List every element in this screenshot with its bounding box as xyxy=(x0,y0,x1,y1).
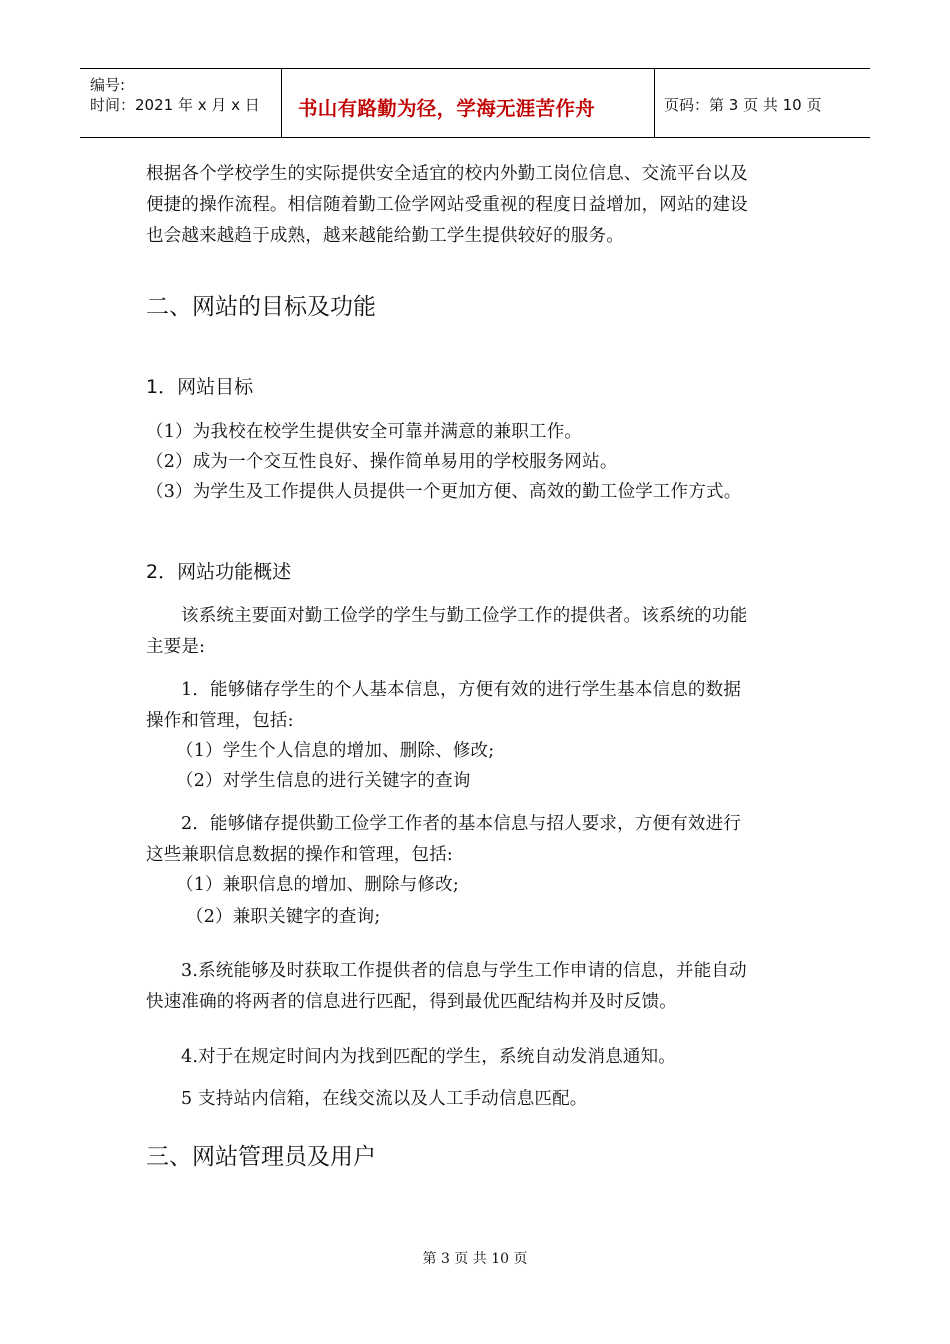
page-header xyxy=(80,68,870,138)
section-heading: 三、网站管理员及用户 xyxy=(146,1144,376,1170)
header-divider xyxy=(654,69,655,137)
list-item: （2）成为一个交互性良好、操作简单易用的学校服务网站。 xyxy=(146,452,618,472)
paragraph-line: 3.系统能够及时获取工作提供者的信息与学生工作申请的信息，并能自动 xyxy=(181,961,747,981)
subsection-heading: 1．网站目标 xyxy=(146,376,254,398)
paragraph-line: 根据各个学校学生的实际提供安全适宜的校内外勤工岗位信息、交流平台以及 xyxy=(146,164,748,184)
number-label: 编号: xyxy=(90,76,126,94)
list-item: （1）学生个人信息的增加、删除、修改; xyxy=(176,741,495,761)
paragraph-line: 1．能够储存学生的个人基本信息，方便有效的进行学生基本信息的数据 xyxy=(181,680,742,700)
list-item: （2）兼职关键字的查询; xyxy=(186,907,381,927)
page-footer: 第 3 页 共 10 页 xyxy=(422,1251,528,1267)
time-label: 时间：2021 年 x 月 x 日 xyxy=(90,96,260,114)
list-item: （1）兼职信息的增加、删除与修改; xyxy=(176,875,459,895)
paragraph-line: 主要是: xyxy=(146,637,206,657)
paragraph-line: 便捷的操作流程。相信随着勤工俭学网站受重视的程度日益增加，网站的建设 xyxy=(146,195,748,215)
paragraph-line: 该系统主要面对勤工俭学的学生与勤工俭学工作的提供者。该系统的功能 xyxy=(181,606,748,626)
paragraph-line: 这些兼职信息数据的操作和管理，包括: xyxy=(146,845,453,865)
list-item: （2）对学生信息的进行关键字的查询 xyxy=(176,771,471,791)
header-divider xyxy=(281,69,282,137)
paragraph-line: 2．能够储存提供勤工俭学工作者的基本信息与招人要求，方便有效进行 xyxy=(181,814,742,834)
header-page-label: 页码：第 3 页 共 10 页 xyxy=(664,96,822,114)
paragraph-line: 也会越来越趋于成熟，越来越能给勤工学生提供较好的服务。 xyxy=(146,226,624,246)
paragraph-line: 快速准确的将两者的信息进行匹配，得到最优匹配结构并及时反馈。 xyxy=(146,992,677,1012)
paragraph-line: 4.对于在规定时间内为找到匹配的学生，系统自动发消息通知。 xyxy=(181,1047,676,1067)
list-item: （1）为我校在校学生提供安全可靠并满意的兼职工作。 xyxy=(146,422,583,442)
header-motto: 书山有路勤为径，学海无涯苦作舟 xyxy=(298,97,596,120)
list-item: （3）为学生及工作提供人员提供一个更加方便、高效的勤工俭学工作方式。 xyxy=(146,482,742,502)
section-heading: 二、网站的目标及功能 xyxy=(146,294,376,320)
subsection-heading: 2．网站功能概述 xyxy=(146,561,292,583)
paragraph-line: 操作和管理，包括: xyxy=(146,711,294,731)
paragraph-line: 5 支持站内信箱，在线交流以及人工手动信息匹配。 xyxy=(181,1089,588,1109)
header-meta xyxy=(90,75,260,115)
